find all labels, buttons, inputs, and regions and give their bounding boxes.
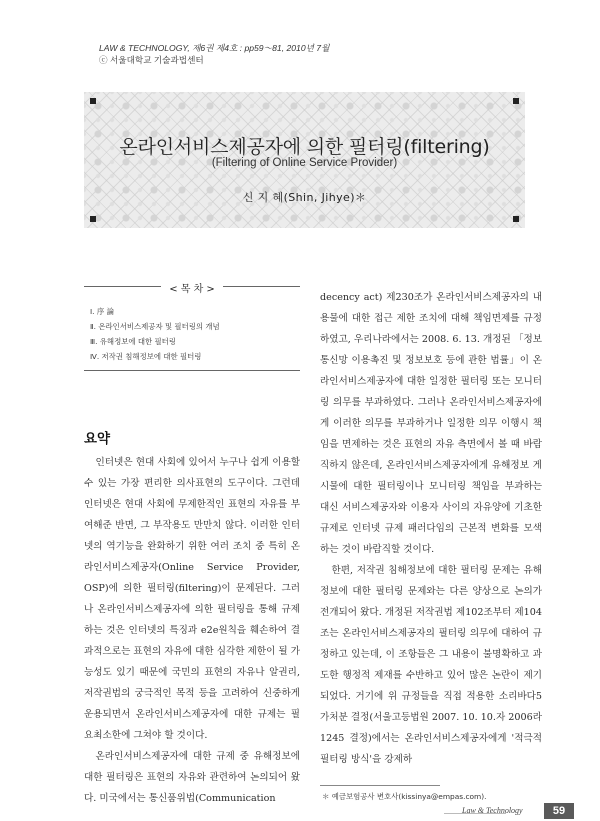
publisher-line: ⓒ 서울대학교 기술과법센터 — [99, 55, 204, 65]
toc-item-4[interactable]: Ⅳ. 저작권 침해정보에 대한 필터링 — [90, 352, 202, 361]
toc-item-3[interactable]: Ⅲ. 유해정보에 대한 필터링 — [90, 337, 176, 346]
toc-title: < 목 차 > — [84, 280, 300, 295]
abstract-left-column — [84, 452, 300, 809]
abstract-paragraph-1: 인터넷은 현대 사회에 있어서 누구나 쉽게 이용할 수 있는 가장 편리한 의사표현의 도구이다. 그런데 인터넷은 현대 사회에 무제한적인 표현의 자유를 부여해준 반면, 그 부작용도 만만치 않다. 이러한 인터넷의 역기능을 완화하기 위한 여러 조치 중 특히 온라인서비스제공자(Online Service Provider, OSP)에 의한 필터링(filtering)이 문제된다. 그러나 온라인서비스제공자에 의한 필터링을 통해 규제하는 것은 인터넷의 특징과 e2e원칙을 훼손하여 결과적으로는 표현의 자유에 대한 심각한 제한이 될 가능성도 있기 때문에 국민의 표현의 자유나 알권리, 저작권법의 궁극적인 목적 등을 고려하여 신중하게 운용되면서 온라인서비스제공자에 대한 규제는 필요최소한에 그쳐야 할 것이다. — [84, 457, 300, 741]
footnote-rule — [320, 785, 440, 786]
article-title-english: (Filtering of Online Service Provider) — [211, 157, 398, 169]
abstract-right-column — [320, 287, 542, 770]
page-number: 59 — [544, 803, 574, 819]
banner-corner-bottom-right — [513, 216, 519, 222]
author-footnote: ＊ 예금보험공사 변호사(kissinya@empas.com). — [322, 792, 487, 801]
journal-citation: LAW & TECHNOLOGY, 제6권 제4호 : pp59～81, 2010년 7월 — [99, 43, 330, 53]
abstract-paragraph-3: decency act) 제230조가 온라인서비스제공자의 내용물에 대한 접근 제한 조치에 대해 책임면제를 규정하였고, 우리나라에서는 2008. 6. 13. 개정된 「정보통신망 이용촉진 및 정보보호 등에 관한 법률」이 온라인서비스제공자에 대한 일정한 필터링 또는 모니터링 의무를 부과하였다. 그러나 온라인서비스제공자에게 이러한 의무를 부과하거나 일정한 의무 이행시 책임을 면제하는 것은 표현의 자유 측면에서 볼 때 바람직하지 않은데, 온라인서비스제공자에게 유해정보 게시물에 대한 필터링이나 모니터링 책임을 부과하는 대신 서비스제공자와 이용자 사이의 자유양에 기초한 규제로 인터넷 규제 패러다임의 근본적 변화를 모색하는 것이 바람직할 것이다. — [320, 292, 542, 555]
abstract-heading: 요약 — [84, 431, 111, 447]
abstract-paragraph-4: 한편, 저작권 침해정보에 대한 필터링 문제는 유해정보에 대한 필터링 문제와는 다른 양상으로 논의가 전개되어 왔다. 개정된 저작권법 제102조부터 제104조는 온라인서비스제공자의 필터링 의무에 대하여 규정하고 있는데, 이 조항들은 그 내용이 불명확하고 과도한 행정적 제재를 수반하고 있어 많은 논란이 제기되었다. 거기에 위 규정들을 직접 적용한 소리바다5 가처분 결정(서울고등법원 2007. 10. 10.자 2006라1245 결정)에서는 온라인서비스제공자에게 '적극적 필터링 방식'을 강제하 — [320, 565, 542, 765]
toc-bottom-rule — [84, 370, 300, 371]
toc-item-1[interactable]: Ⅰ. 序 論 — [90, 307, 115, 316]
abstract-paragraph-2: 온라인서비스제공자에 대한 규제 중 유해정보에 대한 필터링은 표현의 자유와 관련하여 논의되어 왔다. 미국에서는 통신품위법(Communication — [84, 751, 300, 804]
author-name: 신 지 혜(Shin, Jihye)＊ — [242, 191, 367, 204]
banner-corner-top-left — [90, 98, 96, 104]
banner-corner-bottom-left — [90, 216, 96, 222]
article-title-korean: 온라인서비스제공자에 의한 필터링(filtering) — [119, 136, 490, 158]
banner-corner-top-right — [513, 98, 519, 104]
toc-item-2[interactable]: Ⅱ. 온라인서비스제공자 및 필터링의 개념 — [90, 322, 220, 331]
running-head: Law & Technology — [462, 806, 523, 815]
